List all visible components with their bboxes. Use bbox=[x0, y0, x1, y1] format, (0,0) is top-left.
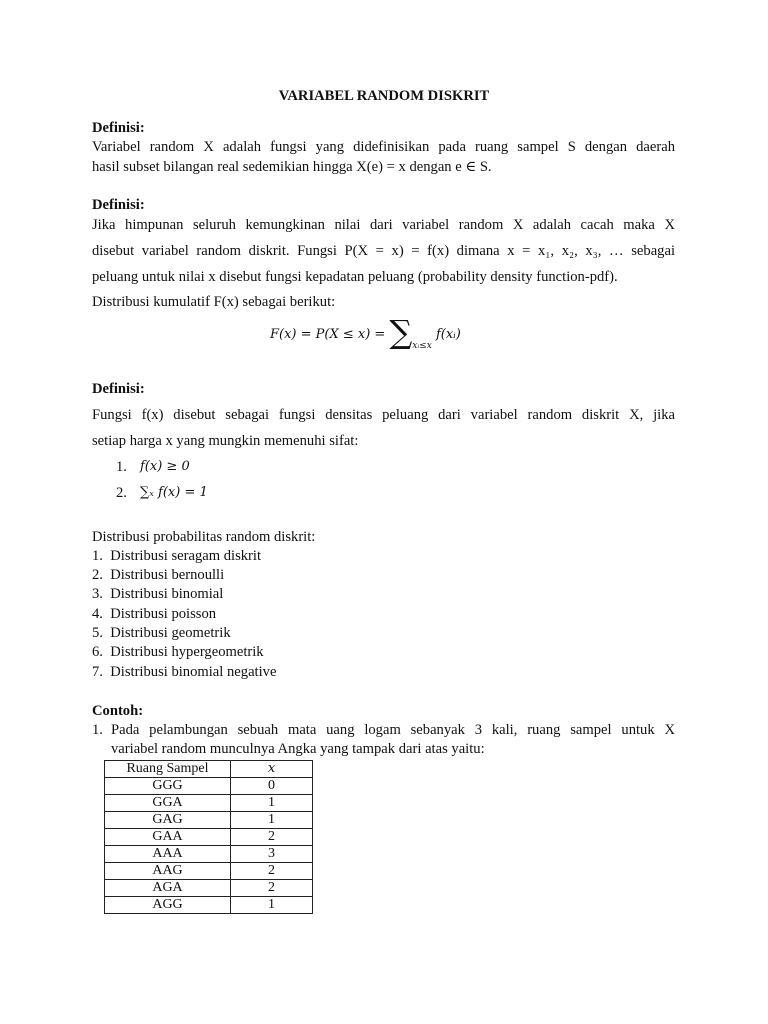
def3-line2: setiap harga x yang mungkin memenuhi sifat: bbox=[92, 433, 359, 449]
def2-line3: peluang untuk nilai x disebut fungsi kepadatan peluang (probability density function-pdf). bbox=[92, 269, 618, 285]
def1-line2: hasil subset bilangan real sedemikian hingga X(e) = x dengan e ∈ S. bbox=[92, 159, 492, 175]
distribusi-item: 3. Distribusi binomial bbox=[92, 586, 224, 602]
cell-sample: AGG bbox=[105, 897, 231, 914]
cell-sample: GAG bbox=[105, 812, 231, 829]
formula-left: F(x) = P(X ≤ x) = bbox=[270, 327, 390, 342]
distribusi-item: 1. Distribusi seragam diskrit bbox=[92, 548, 262, 564]
sample-space-table bbox=[104, 760, 313, 914]
cell-x: 3 bbox=[231, 846, 313, 863]
property-1-text: f(x) ≥ 0 bbox=[140, 459, 190, 474]
cumulative-formula bbox=[270, 312, 461, 353]
table-header-row bbox=[105, 761, 313, 778]
cell-sample: GGA bbox=[105, 795, 231, 812]
property-1-number: 1. bbox=[116, 459, 127, 475]
formula-subscript: xᵢ≤x bbox=[412, 341, 432, 351]
property-2-text: ∑ₓ f(x) = 1 bbox=[140, 485, 208, 500]
def1-heading: Definisi: bbox=[92, 120, 145, 136]
distribusi-item: 5. Distribusi geometrik bbox=[92, 625, 231, 641]
property-2-number: 2. bbox=[116, 485, 127, 501]
table-row bbox=[105, 897, 313, 914]
table-row bbox=[105, 880, 313, 897]
cell-sample: GAA bbox=[105, 829, 231, 846]
def3-line1: Fungsi f(x) disebut sebagai fungsi densitas peluang dari variabel random diskrit X, jika bbox=[92, 407, 675, 423]
distribusi-item: 7. Distribusi binomial negative bbox=[92, 664, 277, 680]
contoh-line2: variabel random munculnya Angka yang tampak dari atas yaitu: bbox=[111, 741, 485, 757]
page-title: VARIABEL RANDOM DISKRIT bbox=[278, 88, 490, 104]
table-row bbox=[105, 863, 313, 880]
sigma-symbol: ∑ bbox=[389, 312, 413, 351]
def3-heading: Definisi: bbox=[92, 381, 145, 397]
header-x: x bbox=[231, 761, 313, 778]
cell-x: 2 bbox=[231, 863, 313, 880]
def2-line2: disebut variabel random diskrit. Fungsi P(X = x) = f(x) dimana x = x₁, x₂, x₃, … sebagai bbox=[92, 243, 675, 259]
cell-x: 1 bbox=[231, 795, 313, 812]
cell-x: 2 bbox=[231, 829, 313, 846]
distribusi-item: 4. Distribusi poisson bbox=[92, 606, 217, 622]
contoh-line1: Pada pelambungan sebuah mata uang logam sebanyak 3 kali, ruang sampel untuk X bbox=[111, 722, 675, 738]
distribusi-heading: Distribusi probabilitas random diskrit: bbox=[92, 529, 316, 545]
contoh-number: 1. bbox=[92, 722, 103, 738]
cell-x: 1 bbox=[231, 897, 313, 914]
def2-line4: Distribusi kumulatif F(x) sebagai berikut: bbox=[92, 294, 336, 310]
header-ruang-sampel: Ruang Sampel bbox=[105, 761, 231, 778]
cell-sample: AAG bbox=[105, 863, 231, 880]
formula-right: f(xᵢ) bbox=[431, 327, 461, 342]
cell-x: 2 bbox=[231, 880, 313, 897]
table-row bbox=[105, 846, 313, 863]
def2-line1: Jika himpunan seluruh kemungkinan nilai dari variabel random X adalah cacah maka X bbox=[92, 217, 675, 233]
cell-sample: AAA bbox=[105, 846, 231, 863]
def1-line1: Variabel random X adalah fungsi yang didefinisikan pada ruang sampel S dengan daerah bbox=[92, 139, 675, 155]
contoh-heading: Contoh: bbox=[92, 703, 144, 719]
table-row bbox=[105, 795, 313, 812]
cell-sample: GGG bbox=[105, 778, 231, 795]
def2-heading: Definisi: bbox=[92, 197, 145, 213]
cell-x: 0 bbox=[231, 778, 313, 795]
distribusi-item: 2. Distribusi bernoulli bbox=[92, 567, 225, 583]
distribusi-item: 6. Distribusi hypergeometrik bbox=[92, 644, 264, 660]
table-row bbox=[105, 778, 313, 795]
cell-x: 1 bbox=[231, 812, 313, 829]
table-row bbox=[105, 829, 313, 846]
table-row bbox=[105, 812, 313, 829]
cell-sample: AGA bbox=[105, 880, 231, 897]
